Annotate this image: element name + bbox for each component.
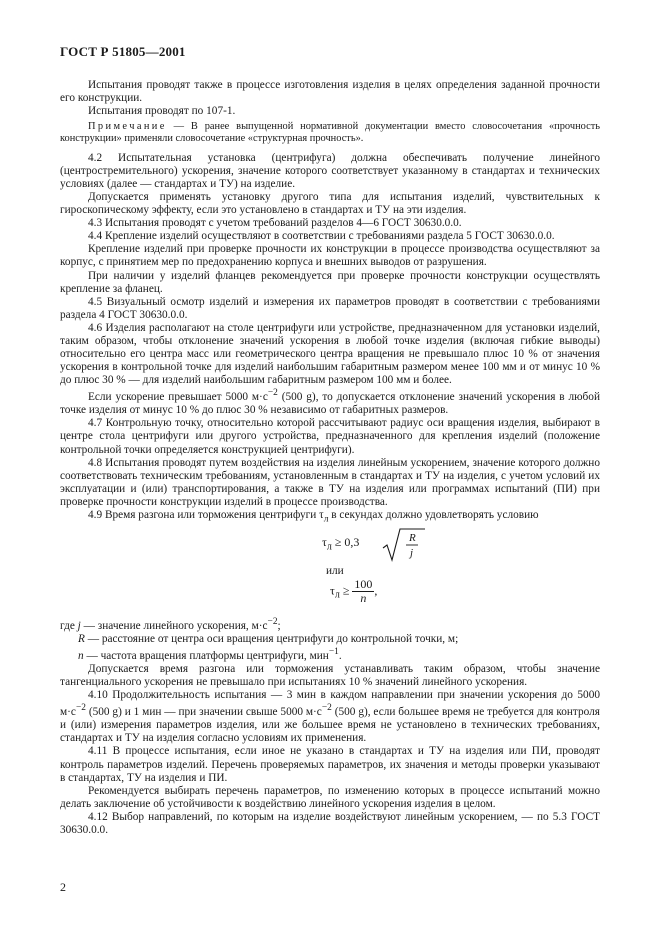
page-number: 2: [60, 880, 66, 894]
subscript: л: [326, 541, 332, 553]
denominator: n: [360, 591, 367, 606]
exponent: −1: [328, 647, 339, 658]
tau-symbol: τ: [330, 583, 335, 598]
formula-block: [60, 530, 600, 614]
text-run: — значение линейного ускорения, м·с: [80, 620, 268, 633]
paragraph-4-3: 4.3 Испытания проводят с учетом требований разделов 4—6 ГОСТ 30630.0.0.: [88, 217, 462, 230]
text-run: .: [338, 650, 342, 663]
paragraph-4-11: 4.11 В процессе испытания, если иное не указано в стандартах и ТУ на изделия или ПИ, проводят контроль параметров изделий. Перечень проверяемых параметров, их значения и методы проверки указывают в стандартах, ТУ на изделия и ПИ.: [60, 745, 600, 784]
paragraph: Допускается время разгона или торможения устанавливать таким образом, чтобы значение тангенциального ускорения не превышало при испытаниях 10 % значений линейного ускорения.: [60, 663, 600, 689]
paragraph-4-12: 4.12 Выбор направлений, по которым на изделие воздействуют линейным ускорением, — по 5.3 ГОСТ 30630.0.0.: [60, 810, 600, 837]
subscript: л: [334, 590, 340, 602]
paragraph-4-6: 4.6 Изделия располагают на столе центрифуги или устройстве, предназначенном для установки изделий, таким образом, чтобы отклонение значений ускорения в любой точке изделия (включая гибкие выводы) относительно его центра масс или геометрического центра вращения не превышало плюс 10 % от значения ускорения в контрольной точке для изделий наибольшим габаритным размером менее 100 мм и от минус 10 % до плюс 30 % — для изделий наибольшим габаритным размером 100 мм и более.: [60, 321, 600, 387]
formula-or: или: [326, 565, 344, 578]
paragraph-4-7: 4.7 Контрольную точку, относительно которой рассчитывают радиус оси вращения изделия, выбирают в центре стола центрифуги или другого устройства, предназначенного для крепления изделий (положение контрольной точки определяется конструкцией центрифуги).: [60, 417, 600, 456]
text-run: (500 g), если большее время не требуется для контроля и (или) измерения параметров изделия, или же большее время не установлено в технических требованиях, стандартах и ТУ на изделия согласно условиям их применения.: [60, 706, 600, 745]
document-body: [60, 79, 600, 837]
paragraph-4-10: [60, 689, 600, 745]
paragraph-4-5: 4.5 Визуальный осмотр изделий и измерения их параметров проводят в соответствии с требованиями раздела 4 ГОСТ 30630.0.0.: [60, 295, 600, 321]
exponent: −2: [267, 388, 278, 399]
text-run: (500 g), то допускается отклонение значений ускорения в любой точке изделия от минус 10 % до плюс 30 % независимо от габаритных размеров.: [60, 391, 600, 417]
paragraph: При наличии у изделий фланцев рекомендуется при проверке прочности конструкции осуществлять крепление за фланец.: [60, 269, 600, 295]
text-run: — частота вращения платформы центрифуги, мин: [83, 650, 329, 663]
variable-n: [60, 646, 600, 663]
formula-fraction: $\tau_л$ ≥ $\frac{100}{n}$ ,: [330, 577, 378, 606]
paragraph: [60, 387, 600, 417]
variable-symbol: j: [77, 620, 81, 633]
sqrt-sign: [382, 528, 426, 562]
note: [60, 121, 600, 145]
text-run: ;: [277, 620, 281, 633]
variable-j: [60, 616, 600, 633]
exponent: −2: [267, 617, 278, 628]
variable-symbol: R: [78, 633, 85, 646]
exponent: −2: [75, 703, 86, 714]
paragraph-4-4: 4.4 Крепление изделий осуществляют в соответствии с требованиями раздела 5 ГОСТ 30630.0.0.: [88, 230, 555, 243]
paragraph-4-2: 4.2 Испытательная установка (центрифуга) должна обеспечивать получение линейного (центростремительного) ускорения, значение которого соответствует указанному в стандартах и технических условиях (далее — стандартах и ТУ) на изделие.: [60, 151, 600, 190]
text-run: Если ускорение превышает 5000 м·с: [88, 391, 268, 404]
text-run: где: [60, 620, 78, 633]
paragraph: Крепление изделий при проверке прочности их конструкции в процессе производства осуществляют за корпус, с принятием мер по предохранению корпуса и внешних выводов от разрушения.: [60, 243, 600, 269]
document-header: ГОСТ Р 51805—2001: [60, 44, 186, 59]
variable-symbol: n: [78, 650, 84, 663]
paragraph-4-8: 4.8 Испытания проводят путем воздействия на изделия линейным ускорением, значение которого должно соответствовать техническим требованиям, установленным в стандартах и ТУ на изделия, с учетом условий их эксплуатации и (или) транспортирования, а также в ТУ на изделия или программах испытаний (ПИ) при проверке прочности конструкции изделий в процессе производства.: [60, 456, 600, 508]
paragraph: Рекомендуется выбирать перечень параметров, по изменению которых в процессе испытаний можно делать заключение об устойчивости к воздействию линейного ускорения изделия в целом.: [60, 784, 600, 810]
paragraph: Испытания проводят также в процессе изготовления изделия в целях определения заданной прочности его конструкции.: [60, 79, 600, 105]
variable-R: [60, 633, 600, 646]
formula-sqrt: [322, 532, 416, 560]
text-run: — расстояние от центра оси вращения центрифуги до контрольной точки, м;: [84, 633, 459, 646]
numerator: 100: [354, 577, 373, 592]
paragraph: Допускается применять установку другого типа для испытания изделий, чувствительных к гироскопическому эффекту, если это установлено в стандартах и ТУ на эти изделия.: [60, 190, 600, 217]
tau-symbol: τ: [322, 535, 327, 550]
paragraph: Испытания проводят по 107-1.: [88, 105, 236, 118]
ge-coef: ≥ 0,3: [331, 535, 360, 550]
text-run: в секундах должно удовлетворять условию: [328, 508, 539, 521]
note-label: Примечание: [88, 121, 167, 133]
formula-j: j: [410, 547, 414, 560]
comma: ,: [374, 583, 378, 598]
note-text: — В ранее выпущенной нормативной документации вместо словосочетания «прочность конструкции» применяли словосочетание «структурная прочность».: [60, 121, 600, 145]
subscript: л: [323, 514, 329, 525]
text-run: 4.9 Время разгона или торможения центрифуги τ: [88, 508, 324, 521]
paragraph-4-9: [60, 509, 600, 526]
exponent: −2: [321, 703, 332, 714]
text-run: 4.10 Продолжительность испытания — 3 мин в каждом направлении при значении ускорения до 5000 м·с: [60, 689, 600, 719]
fraction: [352, 578, 374, 605]
formula-R: R: [409, 532, 416, 545]
text-run: (500 g) и 1 мин — при значении свыше 5000 м·с: [85, 706, 322, 719]
